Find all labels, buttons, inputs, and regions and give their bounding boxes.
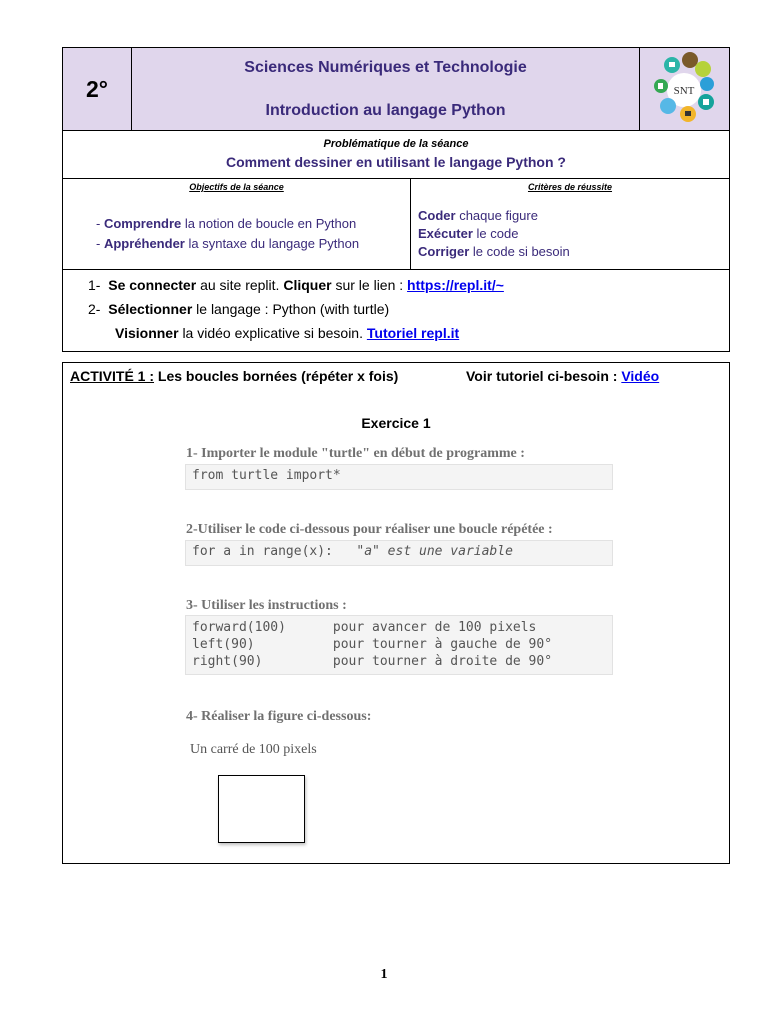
course-title: Sciences Numériques et Technologie — [244, 58, 527, 76]
criteria-item: Corriger le code si besoin — [418, 244, 570, 259]
code-line: right(90) pour tourner à droite de 90° — [192, 654, 553, 669]
tutorial-link[interactable]: Tutoriel repl.it — [366, 325, 460, 341]
instructions-row — [63, 270, 729, 351]
figure-caption: Un carré de 100 pixels — [190, 742, 317, 757]
exercise-title: Exercice 1 — [361, 415, 431, 431]
code-block-1: from turtle import* — [185, 464, 613, 490]
course-titles — [132, 48, 640, 130]
objectives-row — [63, 179, 729, 270]
step-1-text: 1- Importer le module "turtle" en début de programme : — [186, 446, 525, 461]
instruction-step-2: 2- Sélectionner le langage : Python (with turtle) — [88, 301, 390, 317]
activity-tutorial: Voir tutoriel ci-besoin : Vidéo — [466, 368, 660, 384]
code-block-2: for a in range(x): "a" est une variable — [185, 540, 613, 566]
code-line: left(90) pour tourner à gauche de 90° — [192, 637, 553, 652]
criteria-list — [418, 207, 570, 261]
page-number: 1 — [380, 967, 388, 982]
criteria-title: Critères de réussite — [527, 182, 613, 192]
criteria-cell — [411, 179, 729, 269]
activity-title: Les boucles bornées (répéter x fois) — [157, 368, 399, 384]
problematique-label: Problématique de la séance — [323, 138, 469, 150]
grade-level: 2° — [63, 48, 132, 130]
objectives-list — [96, 214, 359, 254]
replit-link[interactable]: https://repl.it/~ — [407, 277, 504, 293]
step-4-text: 4- Réaliser la figure ci-dessous: — [186, 709, 372, 724]
objectives-title: Objectifs de la séance — [189, 182, 284, 192]
step-3-text: 3- Utiliser les instructions : — [186, 598, 347, 613]
objective-item: - Comprendre la notion de boucle en Python — [96, 216, 357, 231]
activity-label: ACTIVITÉ 1 : — [70, 368, 155, 384]
step-2-text: 2-Utiliser le code ci-dessous pour réaliser une boucle répétée : — [186, 522, 553, 537]
lesson-title: Introduction au langage Python — [265, 101, 506, 119]
objective-item: - Appréhender la syntaxe du langage Python — [96, 236, 360, 251]
problematique-question: Comment dessiner en utilisant le langage Python ? — [226, 154, 566, 170]
logo-text: SNT — [673, 85, 695, 97]
objectives-cell — [63, 179, 411, 269]
activity-box — [62, 362, 730, 864]
header-title-row — [63, 48, 729, 131]
criteria-item: Coder chaque figure — [418, 208, 538, 223]
activity-heading — [70, 368, 398, 384]
code-block-3 — [185, 615, 613, 675]
instruction-step-3: Visionner la vidéo explicative si besoin. Tutoriel repl.it — [115, 325, 460, 341]
problematique-row — [63, 131, 729, 179]
code-line: forward(100) pour avancer de 100 pixels — [192, 620, 537, 635]
criteria-item: Exécuter le code — [418, 226, 519, 241]
snt-logo-icon — [640, 48, 729, 130]
instruction-step-1: 1- Se connecter au site replit. Cliquer sur le lien : https://repl.it/~ — [88, 277, 504, 293]
header-table — [62, 47, 730, 352]
video-link[interactable]: Vidéo — [621, 368, 660, 384]
snt-logo — [640, 48, 729, 130]
square-figure — [218, 775, 305, 843]
instructions-code — [192, 619, 606, 670]
